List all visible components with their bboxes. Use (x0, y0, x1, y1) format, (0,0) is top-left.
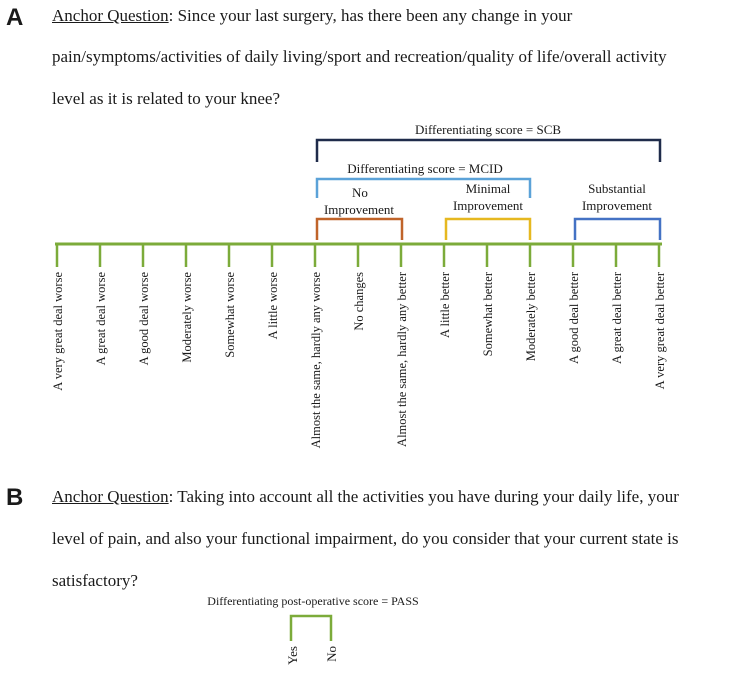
scale-label: No changes (352, 272, 366, 331)
scale-label: A good deal better (567, 272, 581, 364)
pass-bracket (291, 616, 331, 641)
scale-label: Moderately better (524, 272, 538, 362)
scale-labels (51, 271, 667, 448)
substantial-improvement-label-line-2: Improvement (581, 198, 653, 213)
scale-label: Somewhat better (481, 272, 495, 357)
panel-a-question-line-2: pain/symptoms/activities of daily living/sport and recreation/quality of life/overall activity (52, 47, 667, 66)
panel-b-question-line-3: satisfactory? (52, 571, 138, 590)
mcid-label: Differentiating score = MCID (347, 161, 503, 176)
no-improvement-bracket (317, 219, 402, 240)
scale-label: A good deal worse (137, 272, 151, 366)
scale-label: Somewhat worse (223, 272, 237, 358)
panel-b-question-text-1: : Taking into account all the activities you have during your daily life, your (168, 487, 679, 506)
panel-b-question-label: Anchor Question (52, 487, 169, 506)
minimal-improvement-label-line-2: Improvement (452, 198, 524, 213)
panel-a-letter: A (6, 4, 24, 31)
scale-label: Almost the same, hardly any worse (309, 272, 323, 449)
minimal-improvement-bracket (446, 219, 530, 240)
scale-label: A great deal better (610, 272, 624, 364)
pass-option-yes: Yes (285, 646, 300, 665)
substantial-improvement-bracket (575, 219, 660, 240)
panel-a-question-line-3: level as it is related to your knee? (52, 89, 280, 108)
scale-label: A little worse (266, 272, 280, 340)
pass-option-no: No (324, 646, 339, 662)
scale-label: Moderately worse (180, 272, 194, 363)
scale-label: A very great deal better (653, 272, 667, 390)
scale-label: A great deal worse (94, 272, 108, 366)
panel-b-letter: B (6, 484, 24, 511)
no-improvement-label-line-1: No (352, 185, 368, 200)
pass-label: Differentiating post-operative score = PASS (207, 594, 419, 608)
scb-bracket (317, 140, 660, 162)
panel-a-question-text-1: : Since your last surgery, has there been any change in your (168, 6, 573, 25)
minimal-improvement-label-line-1: Minimal (465, 181, 511, 196)
scale-label: A very great deal worse (51, 272, 65, 391)
panel-b-question-line-2: level of pain, and also your functional impairment, do you consider that your current state is (52, 529, 679, 548)
scale-ticks (57, 244, 659, 267)
scale-label: A little better (438, 272, 452, 338)
scb-label: Differentiating score = SCB (414, 122, 562, 137)
substantial-improvement-label-line-1: Substantial (588, 181, 646, 196)
panel-a-question-label: Anchor Question (52, 6, 169, 25)
scale-label: Almost the same, hardly any better (395, 272, 409, 447)
no-improvement-label-line-2: Improvement (323, 202, 395, 217)
